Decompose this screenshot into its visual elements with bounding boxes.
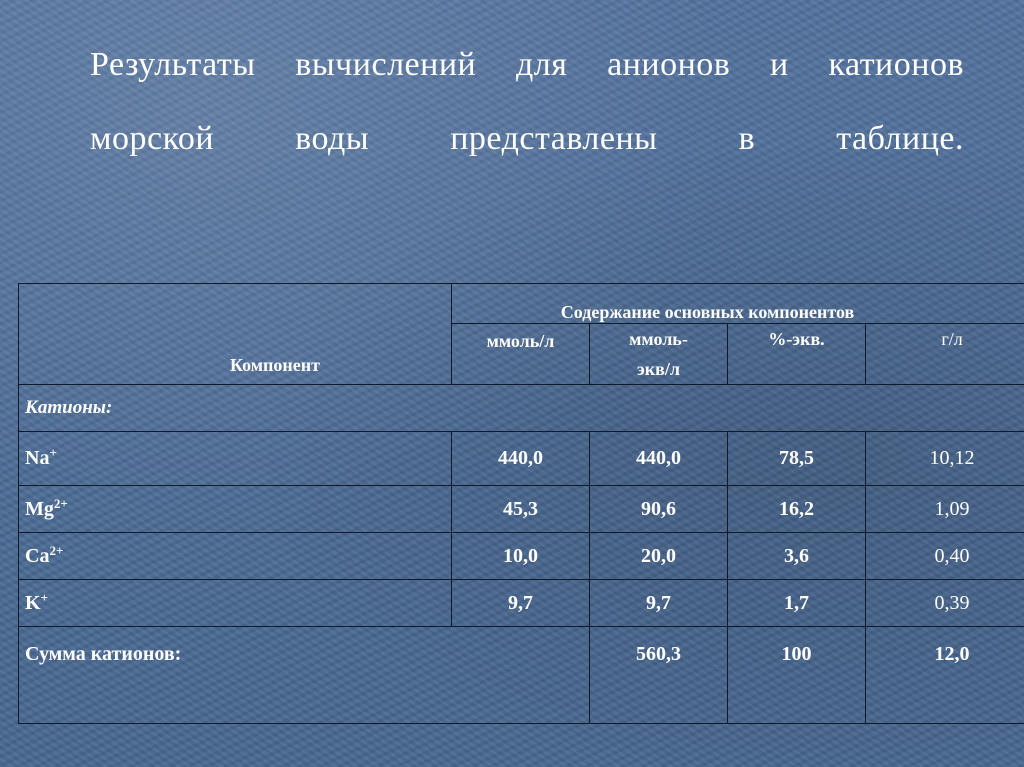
value-mmol: 10,0 xyxy=(452,533,590,580)
sum-label: Сумма катионов: xyxy=(19,627,590,724)
unit-mmol: ммоль/л xyxy=(452,324,590,385)
value-g-l: 0,40 xyxy=(866,533,1024,580)
table-row xyxy=(19,432,1024,486)
value-g-l: 0,39 xyxy=(866,580,1024,627)
ion-name: $Mg^{2+}$ xyxy=(19,486,452,533)
sum-row xyxy=(19,627,1024,724)
title-line-2: морской воды представлены в таблице. xyxy=(90,120,964,157)
unit-pct-eq: %-экв. xyxy=(728,324,866,385)
value-g-l: 10,12 xyxy=(866,432,1024,486)
slide-title xyxy=(90,28,964,176)
value-pct-eq: 16,2 xyxy=(728,486,866,533)
table-row xyxy=(19,533,1024,580)
value-pct-eq: 78,5 xyxy=(728,432,866,486)
sum-g-l: 12,0 xyxy=(866,627,1024,724)
ion-name: K+ xyxy=(19,580,452,627)
ion-name: $Ca^{2+}$ xyxy=(19,533,452,580)
value-mmol-eq: 90,6 xyxy=(590,486,728,533)
value-mmol-eq: 9,7 xyxy=(590,580,728,627)
unit-g-l: г/л xyxy=(866,324,1024,385)
section-cations: Катионы: xyxy=(19,385,1024,432)
value-mmol-eq: 440,0 xyxy=(590,432,728,486)
header-component: Компонент xyxy=(19,284,452,385)
title-line-1: Результаты вычислений для анионов и катионов xyxy=(90,46,964,83)
sum-pct-eq: 100 xyxy=(728,627,866,724)
value-mmol: 45,3 xyxy=(452,486,590,533)
sum-mmol-eq: 560,3 xyxy=(590,627,728,724)
ion-name: Na+ xyxy=(19,432,452,486)
value-pct-eq: 3,6 xyxy=(728,533,866,580)
table-row xyxy=(19,580,1024,627)
header-content: Содержание основных компонентов xyxy=(452,284,1024,324)
seawater-components-table xyxy=(18,283,1024,724)
value-mmol-eq: 20,0 xyxy=(590,533,728,580)
value-pct-eq: 1,7 xyxy=(728,580,866,627)
value-mmol: 9,7 xyxy=(452,580,590,627)
value-g-l: 1,09 xyxy=(866,486,1024,533)
unit-mmol-eq: ммоль-экв/л xyxy=(590,324,728,385)
table-row xyxy=(19,486,1024,533)
value-mmol: 440,0 xyxy=(452,432,590,486)
